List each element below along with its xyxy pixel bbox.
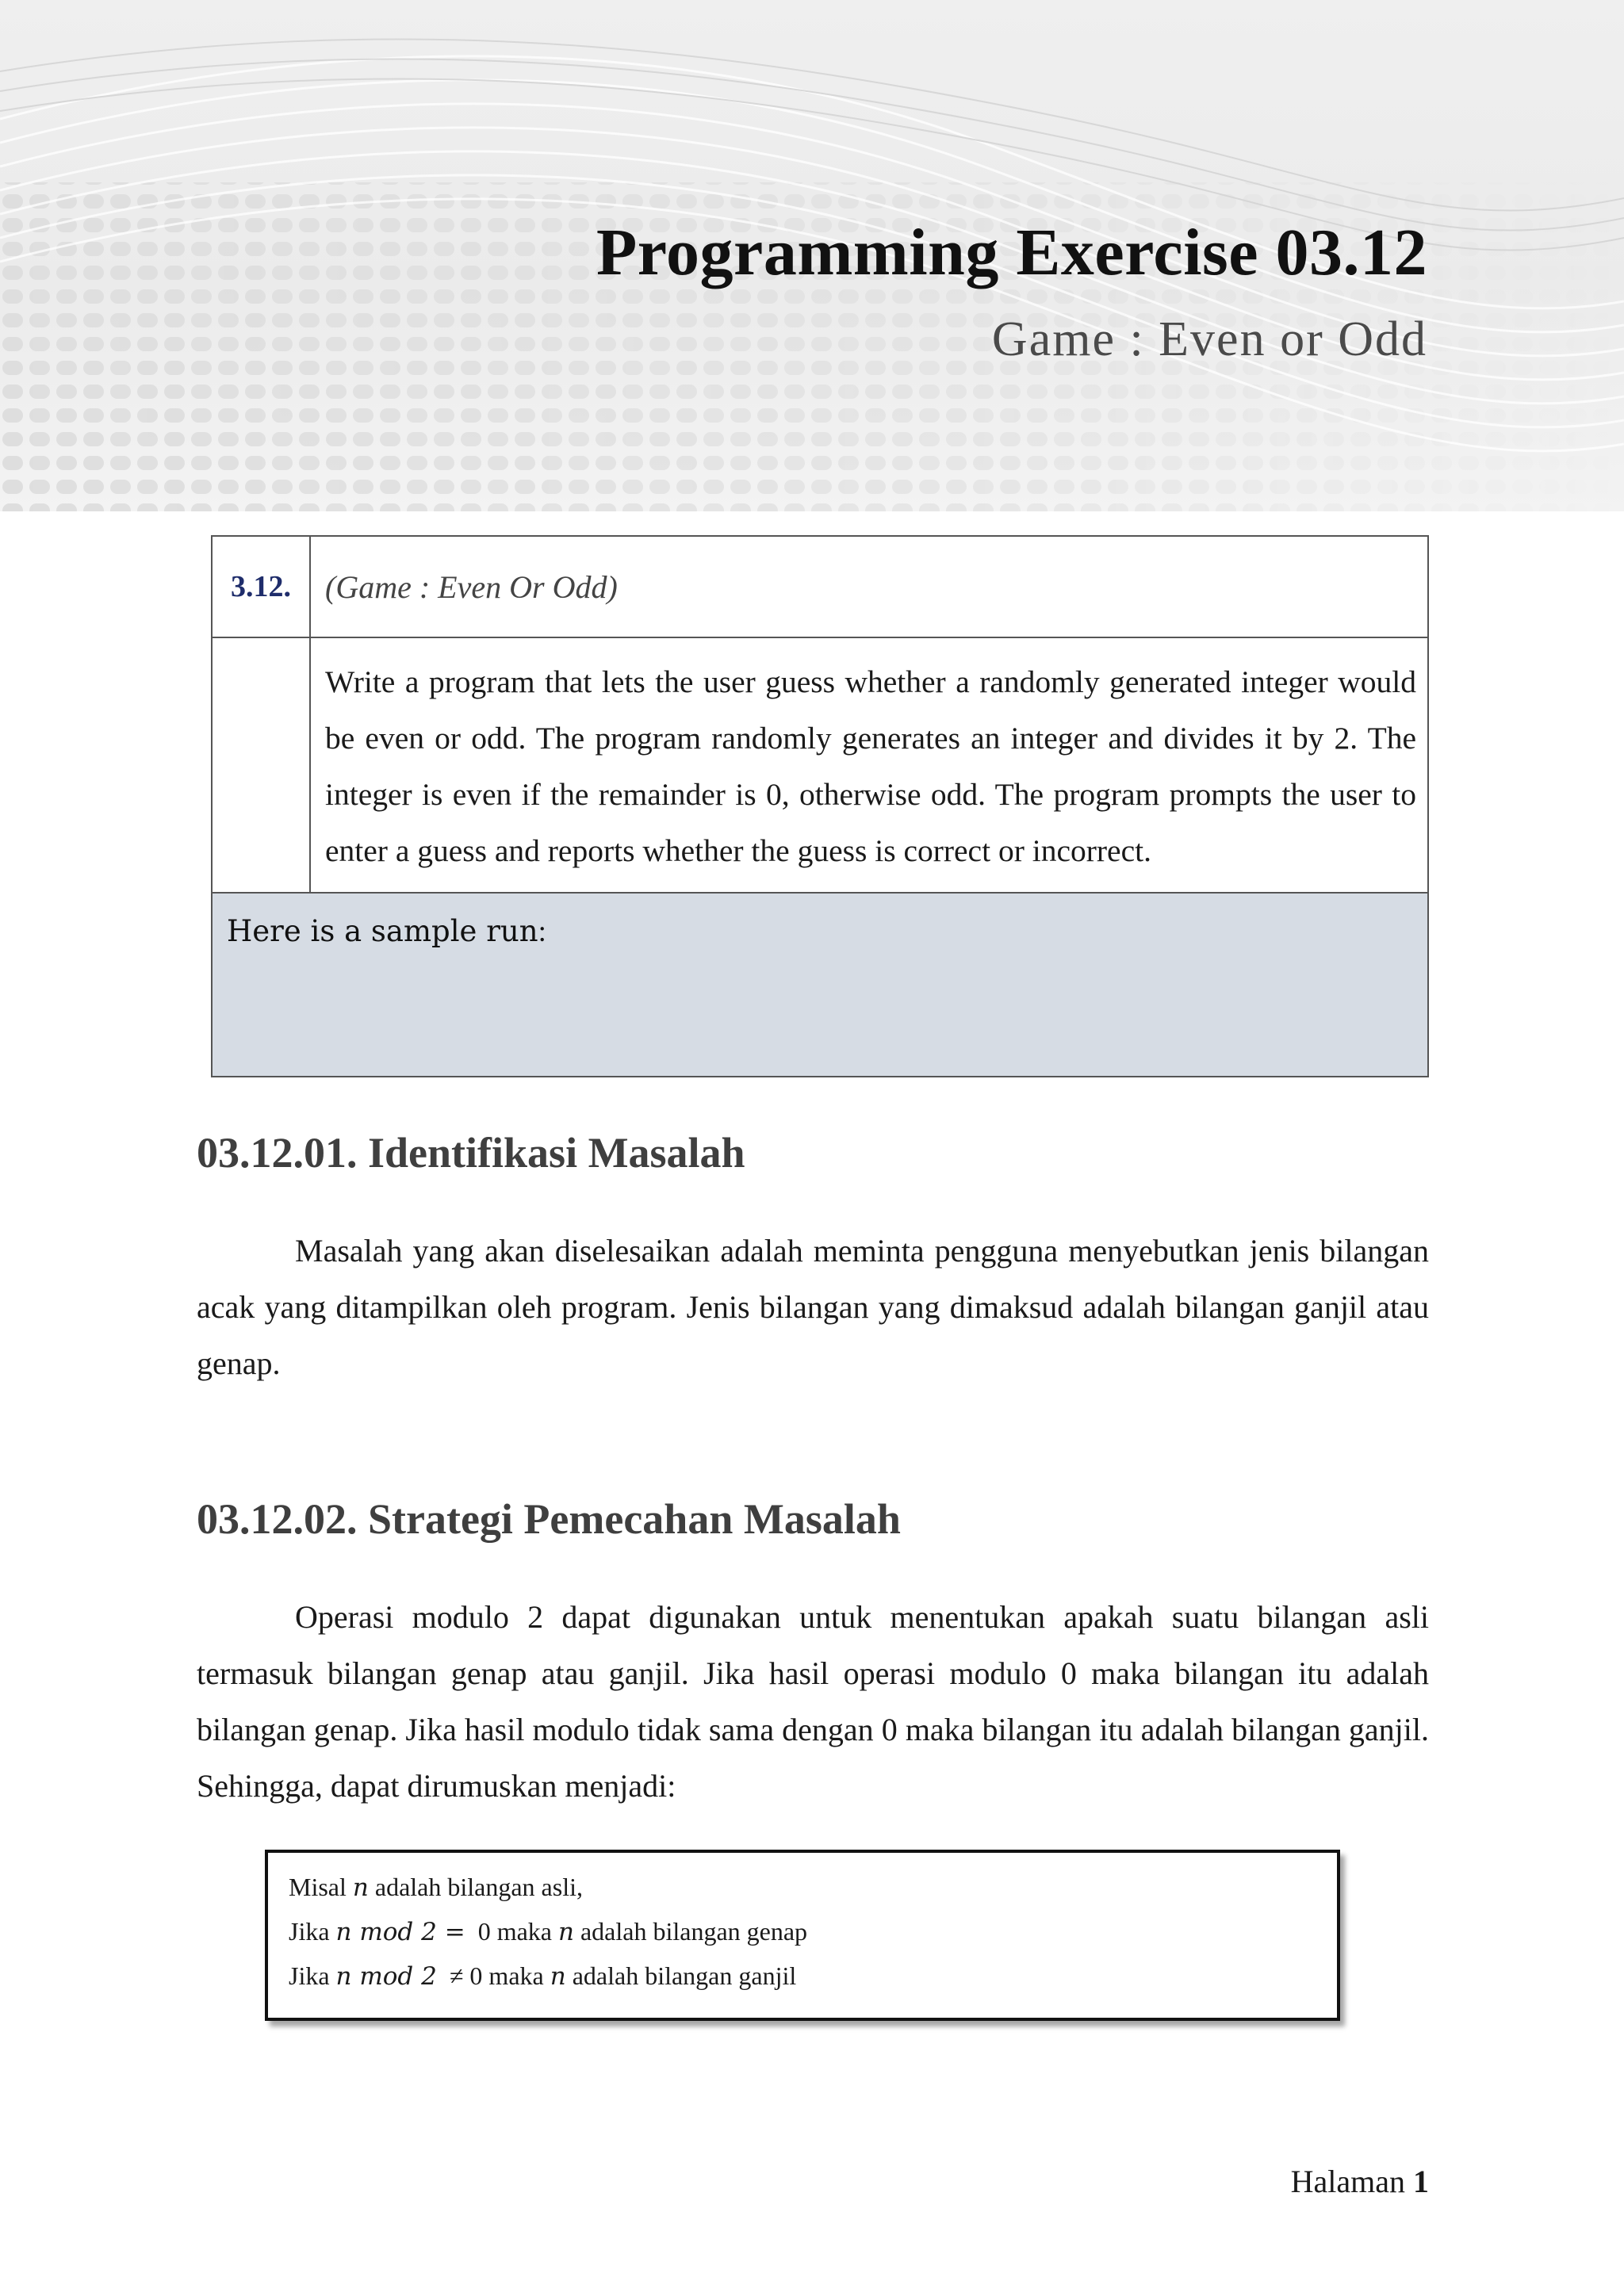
page-number: 1: [1413, 2164, 1429, 2199]
formula-text: Jika: [289, 1961, 330, 1990]
header-banner: [0, 0, 1624, 511]
section-paragraph-identifikasi: Masalah yang akan diselesaikan adalah meminta pengguna menyebutkan jenis bilangan acak yang ditampilkan oleh program. Jenis bilangan yang dimaksud adalah bilangan ganjil atau genap.: [197, 1233, 1429, 1381]
exercise-header-row: [212, 536, 1428, 637]
formula-expression: n mod 2: [335, 1962, 437, 1991]
sample-run-cell: [212, 893, 1428, 1077]
formula-variable: n: [557, 1918, 574, 1946]
formula-line-2: [289, 1910, 1316, 1954]
formula-line-1: [289, 1866, 1316, 1910]
document-subtitle: Game : Even or Odd: [991, 312, 1427, 366]
section-heading-strategi: 03.12.02. Strategi Pemecahan Masalah: [197, 1495, 901, 1543]
formula-text: adalah bilangan asli,: [374, 1873, 583, 1901]
sample-run-colon: :: [538, 916, 546, 948]
formula-text: maka: [488, 1961, 544, 1990]
exercise-table: [211, 535, 1429, 1077]
formula-expression: n mod 2 =: [335, 1918, 465, 1946]
formula-text: adalah bilangan ganjil: [572, 1961, 797, 1990]
formula-value: 0: [469, 1961, 483, 1990]
formula-text: maka: [496, 1917, 552, 1946]
exercise-blank-cell: [212, 637, 310, 893]
formula-line-3: [289, 1954, 1316, 1999]
sample-run-row: [212, 893, 1428, 1077]
formula-text: Jika: [289, 1917, 330, 1946]
formula-variable: n: [550, 1962, 566, 1991]
not-equal-symbol: ≠: [449, 1961, 464, 1990]
formula-text: adalah bilangan genap: [580, 1917, 808, 1946]
exercise-description: Write a program that lets the user guess whether a randomly generated integer would be even or odd. The program randomly generates an integer and divides it by 2. The integer is even if the remainder is 0, otherwise odd. The program prompts the user to enter a guess and reports whether the guess is correct or incorrect.: [310, 637, 1428, 893]
exercise-name: (Game : Even Or Odd): [310, 536, 1428, 637]
exercise-description-row: [212, 637, 1428, 893]
formula-value: 0: [477, 1917, 491, 1946]
exercise-number: 3.12.: [212, 536, 310, 637]
sample-run-label: Here is a sample run: [227, 914, 538, 948]
formula-box: [265, 1850, 1340, 2021]
page-label: Halaman: [1290, 2164, 1405, 2199]
document-title: Programming Exercise 03.12: [596, 216, 1427, 289]
formula-text: Misal: [289, 1873, 347, 1901]
section-paragraph-strategi: Operasi modulo 2 dapat digunakan untuk menentukan apakah suatu bilangan asli termasuk bilangan genap atau ganjil. Jika hasil operasi modulo 0 maka bilangan itu adalah bilangan genap. Jika hasil modulo tidak sama dengan 0 maka bilangan itu adalah bilangan ganjil. Sehingga, dapat dirumuskan menjadi:: [197, 1599, 1429, 1804]
formula-variable: n: [352, 1873, 369, 1902]
section-heading-identifikasi: 03.12.01. Identifikasi Masalah: [197, 1129, 745, 1177]
page-footer: [1291, 2163, 1429, 2200]
